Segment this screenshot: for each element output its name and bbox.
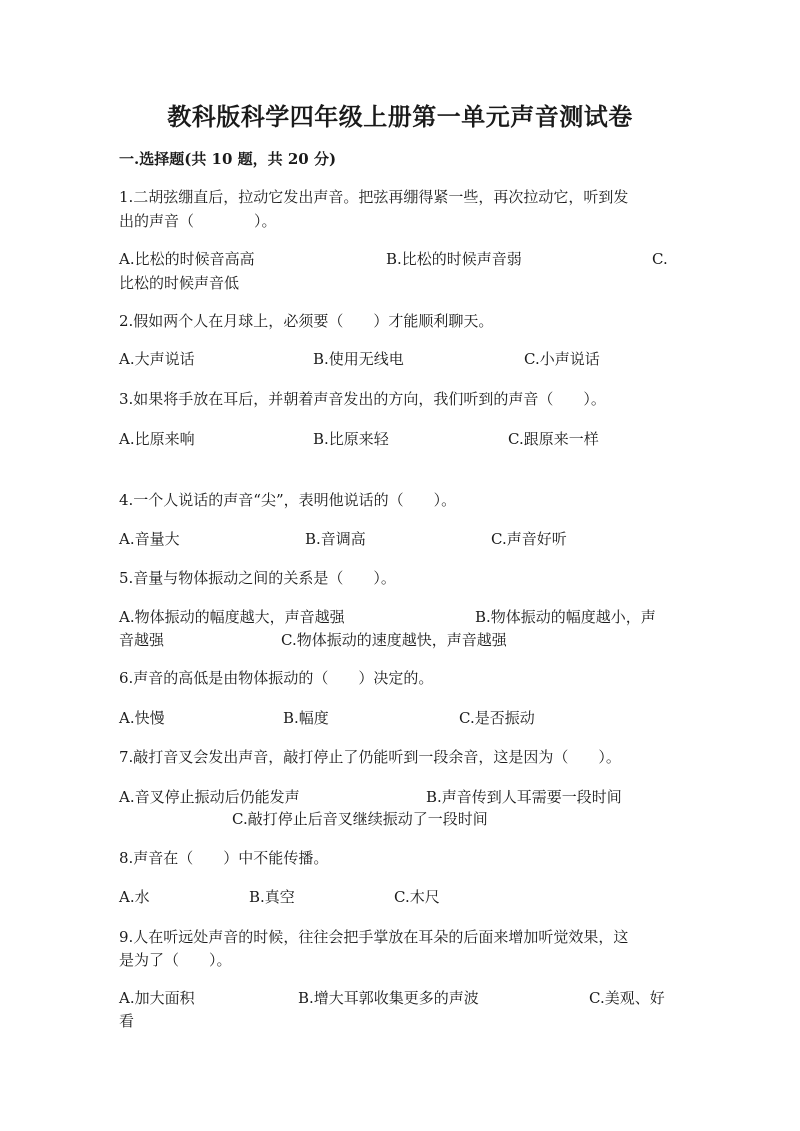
question-1-stem-line2: 出的声音（ ）。 xyxy=(119,212,277,230)
question-3-option-c: C.跟原来一样 xyxy=(508,430,599,448)
question-6-stem: 6.声音的高低是由物体振动的（ ）决定的。 xyxy=(119,669,434,687)
question-7-option-b: B.声音传到人耳需要一段时间 xyxy=(426,788,622,806)
question-7-stem: 7.敲打音叉会发出声音，敲打停止了仍能听到一段余音，这是因为（ ）。 xyxy=(119,748,621,766)
question-3-option-a: A.比原来响 xyxy=(119,430,195,448)
question-3-option-b: B.比原来轻 xyxy=(313,430,389,448)
question-1-option-a: A.比松的时候音高高 xyxy=(119,250,255,268)
question-4-stem: 4.一个人说话的声音“尖”，表明他说话的（ ）。 xyxy=(119,491,457,509)
question-9-stem-line2: 是为了（ ）。 xyxy=(119,951,232,969)
question-3-stem: 3.如果将手放在耳后，并朝着声音发出的方向，我们听到的声音（ ）。 xyxy=(119,390,606,408)
question-5-option-a: A.物体振动的幅度越大，声音越强 xyxy=(119,608,345,626)
question-8-stem: 8.声音在（ ）中不能传播。 xyxy=(119,849,329,867)
section-heading: 一.选择题(共 10 题，共 20 分) xyxy=(119,150,337,168)
question-9-option-b: B.增大耳郭收集更多的声波 xyxy=(298,989,479,1007)
page-title: 教科版科学四年级上册第一单元声音测试卷 xyxy=(167,102,633,131)
question-6-option-b: B.幅度 xyxy=(283,709,329,727)
question-4-option-c: C.声音好听 xyxy=(491,530,567,548)
question-9-stem-line1: 9.人在听远处声音的时候，往往会把手掌放在耳朵的后面来增加听觉效果，这 xyxy=(119,928,629,946)
question-8-option-a: A.水 xyxy=(119,888,150,906)
question-1-option-c: C. xyxy=(652,250,668,268)
question-2-option-c: C.小声说话 xyxy=(524,350,600,368)
question-8-option-b: B.真空 xyxy=(249,888,295,906)
question-7-option-a: A.音叉停止振动后仍能发声 xyxy=(119,788,300,806)
question-2-option-a: A.大声说话 xyxy=(119,350,195,368)
question-6-option-c: C.是否振动 xyxy=(459,709,535,727)
question-2-option-b: B.使用无线电 xyxy=(313,350,404,368)
question-1-stem-line1: 1.二胡弦绷直后，拉动它发出声音。把弦再绷得紧一些，再次拉动它，听到发 xyxy=(119,188,629,206)
question-2-stem: 2.假如两个人在月球上，必须要（ ）才能顺利聊天。 xyxy=(119,312,494,330)
question-1-option-c-text: 比松的时候声音低 xyxy=(119,274,240,292)
question-6-option-a: A.快慢 xyxy=(119,709,165,727)
question-5-option-b: B.物体振动的幅度越小，声 xyxy=(475,608,656,626)
question-9-option-c-cont: 看 xyxy=(119,1012,135,1030)
question-5-option-c: C.物体振动的速度越快，声音越强 xyxy=(281,631,507,649)
question-7-option-c: C.敲打停止后音叉继续振动了一段时间 xyxy=(232,810,488,828)
question-8-option-c: C.木尺 xyxy=(394,888,440,906)
question-5-stem: 5.音量与物体振动之间的关系是（ ）。 xyxy=(119,569,396,587)
question-4-option-a: A.音量大 xyxy=(119,530,180,548)
question-4-option-b: B.音调高 xyxy=(305,530,366,548)
question-1-option-b: B.比松的时候声音弱 xyxy=(386,250,522,268)
question-5-option-b-cont: 音越强 xyxy=(119,631,165,649)
question-9-option-a: A.加大面积 xyxy=(119,989,195,1007)
question-9-option-c: C.美观、好 xyxy=(589,989,665,1007)
